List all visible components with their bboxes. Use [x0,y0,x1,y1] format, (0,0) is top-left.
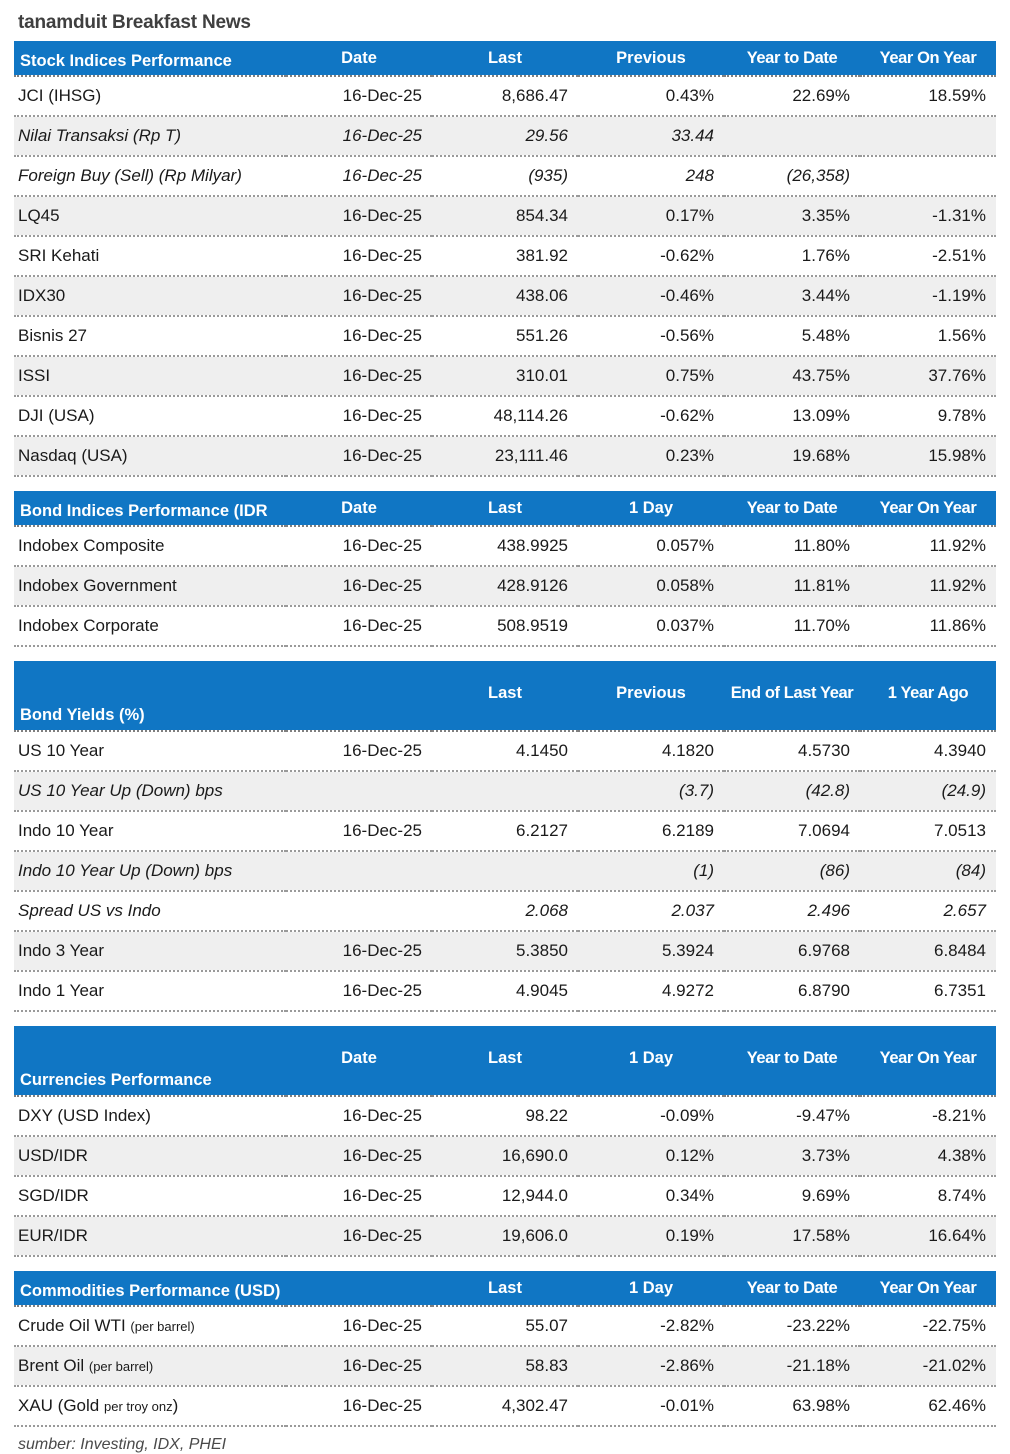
cell-yoy: 18.59% [860,76,996,116]
table-row [14,436,996,476]
cell-name-main: Crude Oil WTI [18,1316,126,1335]
cell-prev: 0.43% [578,76,724,116]
col-header-ytd: Year to Date [724,1026,860,1096]
cell-ytd: 5.48% [724,316,860,356]
cell-date: 16-Dec-25 [286,1346,432,1386]
cell-prev: 0.037% [578,606,724,646]
cell-yoy: (84) [860,851,996,891]
table-row [14,1096,996,1136]
cell-ytd: 19.68% [724,436,860,476]
col-header-last: Last [432,1026,578,1096]
cell-name [14,1306,286,1346]
table-row [14,851,996,891]
col-header-yoy: 1 Year Ago [860,661,996,731]
cell-prev: -0.56% [578,316,724,356]
cell-name-main: XAU (Gold [18,1396,100,1415]
col-header-last: Last [432,1271,578,1306]
col-header-ytd: Year to Date [724,491,860,526]
cell-prev: 0.057% [578,526,724,566]
table-row [14,1386,996,1426]
cell-yoy: 62.46% [860,1386,996,1426]
cell-last: 19,606.0 [432,1216,578,1256]
table-row [14,771,996,811]
col-header-yoy: Year On Year [860,1271,996,1306]
col-header-date [286,661,432,731]
cell-prev: -0.62% [578,396,724,436]
cell-yoy: 7.0513 [860,811,996,851]
cell-last: 23,111.46 [432,436,578,476]
col-header-date [286,1271,432,1306]
cell-yoy [860,156,996,196]
cell-ytd: 6.9768 [724,931,860,971]
cell-date: 16-Dec-25 [286,526,432,566]
col-header-ytd: Year to Date [724,41,860,76]
cell-prev: 0.75% [578,356,724,396]
cell-date: 16-Dec-25 [286,356,432,396]
cell-last: 2.068 [432,891,578,931]
cell-yoy: 2.657 [860,891,996,931]
cell-name: SGD/IDR [14,1176,286,1216]
cell-date: 16-Dec-25 [286,236,432,276]
cell-last: 29.56 [432,116,578,156]
cell-name: Indobex Government [14,566,286,606]
table-row [14,276,996,316]
col-header-last: Last [432,661,578,731]
cell-last: 381.92 [432,236,578,276]
cell-yoy: 4.3940 [860,731,996,771]
cell-name: SRI Kehati [14,236,286,276]
cell-ytd: 6.8790 [724,971,860,1011]
col-header-name: Bond Yields (%) [14,661,286,731]
cell-ytd: 3.44% [724,276,860,316]
cell-last [432,851,578,891]
cell-ytd: 4.5730 [724,731,860,771]
table-bond_indices [14,491,996,647]
col-header-ytd: Year to Date [724,1271,860,1306]
cell-last: 508.9519 [432,606,578,646]
table-header-row [14,661,996,731]
cell-yoy: 11.86% [860,606,996,646]
cell-prev: -0.62% [578,236,724,276]
section-gap [14,647,996,661]
table-row [14,1136,996,1176]
cell-yoy [860,116,996,156]
table-header-row [14,1026,996,1096]
cell-date [286,891,432,931]
cell-ytd: 1.76% [724,236,860,276]
cell-name-main: Brent Oil [18,1356,85,1375]
source-footer: sumber: Investing, IDX, PHEI [18,1436,227,1453]
table-commodities [14,1271,996,1427]
cell-date: 16-Dec-25 [286,1136,432,1176]
cell-prev: 4.9272 [578,971,724,1011]
table-row [14,356,996,396]
table-row [14,316,996,356]
cell-prev: 0.23% [578,436,724,476]
section-gap [14,1257,996,1271]
table-row [14,566,996,606]
cell-date: 16-Dec-25 [286,1306,432,1346]
cell-ytd: 11.70% [724,606,860,646]
table-currencies [14,1026,996,1257]
cell-date: 16-Dec-25 [286,566,432,606]
cell-ytd: 2.496 [724,891,860,931]
cell-name: EUR/IDR [14,1216,286,1256]
cell-yoy: 37.76% [860,356,996,396]
cell-yoy: 11.92% [860,566,996,606]
cell-prev: 0.058% [578,566,724,606]
table-header-row [14,1271,996,1306]
table-header-row [14,41,996,76]
cell-last: 438.06 [432,276,578,316]
cell-yoy: 16.64% [860,1216,996,1256]
cell-last: 4,302.47 [432,1386,578,1426]
table-row [14,811,996,851]
cell-date: 16-Dec-25 [286,396,432,436]
table-row [14,236,996,276]
cell-name-unit: per troy onz [103,1399,173,1414]
table-row [14,526,996,566]
cell-name-tail: ) [172,1396,179,1415]
cell-ytd: 11.80% [724,526,860,566]
col-header-name: Currencies Performance [14,1026,286,1096]
cell-last: 4.9045 [432,971,578,1011]
cell-name: Nasdaq (USA) [14,436,286,476]
cell-name: US 10 Year Up (Down) bps [14,771,286,811]
cell-yoy: 15.98% [860,436,996,476]
cell-name [14,1386,286,1426]
cell-yoy: -2.51% [860,236,996,276]
cell-name-unit: (per barrel) [130,1319,195,1334]
cell-name: US 10 Year [14,731,286,771]
table-row [14,971,996,1011]
cell-name: Indobex Composite [14,526,286,566]
cell-name: Indo 3 Year [14,931,286,971]
cell-name: Indo 10 Year [14,811,286,851]
cell-date: 16-Dec-25 [286,436,432,476]
cell-name: Indo 10 Year Up (Down) bps [14,851,286,891]
cell-name: JCI (IHSG) [14,76,286,116]
cell-yoy: (24.9) [860,771,996,811]
col-header-yoy: Year On Year [860,1026,996,1096]
cell-last: 428.9126 [432,566,578,606]
cell-prev: 2.037 [578,891,724,931]
cell-prev: 0.17% [578,196,724,236]
cell-last [432,771,578,811]
page-title: tanamduit Breakfast News [18,12,251,33]
cell-ytd: 13.09% [724,396,860,436]
cell-ytd: 3.35% [724,196,860,236]
cell-yoy: 9.78% [860,396,996,436]
col-header-prev: 1 Day [578,1026,724,1096]
col-header-date: Date [286,1026,432,1096]
cell-date: 16-Dec-25 [286,156,432,196]
cell-yoy: 4.38% [860,1136,996,1176]
cell-yoy: 8.74% [860,1176,996,1216]
cell-last: 55.07 [432,1306,578,1346]
col-header-last: Last [432,41,578,76]
cell-last: 438.9925 [432,526,578,566]
cell-name: Nilai Transaksi (Rp T) [14,116,286,156]
cell-prev: 0.19% [578,1216,724,1256]
cell-last: 8,686.47 [432,76,578,116]
cell-prev: 33.44 [578,116,724,156]
cell-date: 16-Dec-25 [286,1386,432,1426]
cell-date: 16-Dec-25 [286,276,432,316]
cell-last: 98.22 [432,1096,578,1136]
cell-ytd: 3.73% [724,1136,860,1176]
cell-name: USD/IDR [14,1136,286,1176]
table-row [14,156,996,196]
cell-date: 16-Dec-25 [286,606,432,646]
cell-last: 12,944.0 [432,1176,578,1216]
cell-prev: (1) [578,851,724,891]
cell-date: 16-Dec-25 [286,971,432,1011]
col-header-yoy: Year On Year [860,41,996,76]
cell-prev: 0.12% [578,1136,724,1176]
cell-date: 16-Dec-25 [286,731,432,771]
col-header-prev: Previous [578,661,724,731]
cell-name: ISSI [14,356,286,396]
col-header-date: Date [286,491,432,526]
cell-yoy: 6.8484 [860,931,996,971]
cell-prev: (3.7) [578,771,724,811]
table-row [14,1216,996,1256]
table-row [14,1306,996,1346]
cell-prev: -2.82% [578,1306,724,1346]
cell-prev: -0.46% [578,276,724,316]
cell-ytd: 63.98% [724,1386,860,1426]
cell-ytd [724,116,860,156]
cell-ytd: -21.18% [724,1346,860,1386]
table-bond_yields [14,661,996,1012]
cell-ytd: 43.75% [724,356,860,396]
cell-ytd: (26,358) [724,156,860,196]
cell-yoy: -8.21% [860,1096,996,1136]
cell-date: 16-Dec-25 [286,316,432,356]
cell-date [286,771,432,811]
cell-last: 58.83 [432,1346,578,1386]
cell-yoy: 11.92% [860,526,996,566]
cell-date: 16-Dec-25 [286,1176,432,1216]
cell-date [286,851,432,891]
cell-prev: 6.2189 [578,811,724,851]
cell-last: 854.34 [432,196,578,236]
cell-last: 5.3850 [432,931,578,971]
cell-prev: 0.34% [578,1176,724,1216]
cell-ytd: 7.0694 [724,811,860,851]
cell-prev: -0.01% [578,1386,724,1426]
cell-name-unit: (per barrel) [88,1359,154,1374]
cell-last: 4.1450 [432,731,578,771]
cell-prev: -2.86% [578,1346,724,1386]
table-row [14,1346,996,1386]
cell-name: DJI (USA) [14,396,286,436]
cell-date: 16-Dec-25 [286,811,432,851]
col-header-name: Stock Indices Performance [14,41,286,76]
table-stock [14,41,996,477]
cell-date: 16-Dec-25 [286,116,432,156]
cell-last: (935) [432,156,578,196]
table-row [14,116,996,156]
table-row [14,396,996,436]
cell-last: 16,690.0 [432,1136,578,1176]
col-header-date: Date [286,41,432,76]
cell-yoy: -1.31% [860,196,996,236]
section-gap [14,1012,996,1026]
cell-name: IDX30 [14,276,286,316]
cell-name: Spread US vs Indo [14,891,286,931]
cell-ytd: -9.47% [724,1096,860,1136]
cell-ytd: 11.81% [724,566,860,606]
table-row [14,891,996,931]
cell-yoy: -21.02% [860,1346,996,1386]
col-header-yoy: Year On Year [860,491,996,526]
cell-name [14,1346,286,1386]
table-header-row [14,491,996,526]
cell-ytd: 22.69% [724,76,860,116]
col-header-prev: Previous [578,41,724,76]
cell-last: 48,114.26 [432,396,578,436]
cell-yoy: -22.75% [860,1306,996,1346]
cell-last: 6.2127 [432,811,578,851]
cell-date: 16-Dec-25 [286,1096,432,1136]
section-gap [14,477,996,491]
cell-prev: 4.1820 [578,731,724,771]
cell-last: 551.26 [432,316,578,356]
cell-date: 16-Dec-25 [286,931,432,971]
cell-name: Indobex Corporate [14,606,286,646]
cell-name: Foreign Buy (Sell) (Rp Milyar) [14,156,286,196]
table-row [14,76,996,116]
cell-prev: 5.3924 [578,931,724,971]
cell-ytd: (42.8) [724,771,860,811]
table-row [14,1176,996,1216]
cell-ytd: 17.58% [724,1216,860,1256]
cell-date: 16-Dec-25 [286,1216,432,1256]
cell-prev: -0.09% [578,1096,724,1136]
cell-date: 16-Dec-25 [286,196,432,236]
table-row [14,731,996,771]
col-header-name: Bond Indices Performance (IDR [14,491,286,526]
col-header-prev: 1 Day [578,1271,724,1306]
table-row [14,931,996,971]
col-header-name: Commodities Performance (USD) [14,1271,286,1306]
col-header-last: Last [432,491,578,526]
table-row [14,606,996,646]
cell-name: Indo 1 Year [14,971,286,1011]
cell-prev: 248 [578,156,724,196]
col-header-prev: 1 Day [578,491,724,526]
cell-yoy: -1.19% [860,276,996,316]
cell-ytd: -23.22% [724,1306,860,1346]
cell-name: LQ45 [14,196,286,236]
cell-ytd: 9.69% [724,1176,860,1216]
cell-name: DXY (USD Index) [14,1096,286,1136]
cell-yoy: 6.7351 [860,971,996,1011]
col-header-ytd: End of Last Year [724,661,860,731]
cell-last: 310.01 [432,356,578,396]
cell-ytd: (86) [724,851,860,891]
table-row [14,196,996,236]
cell-date: 16-Dec-25 [286,76,432,116]
cell-name: Bisnis 27 [14,316,286,356]
cell-yoy: 1.56% [860,316,996,356]
sections-container [14,41,996,1427]
